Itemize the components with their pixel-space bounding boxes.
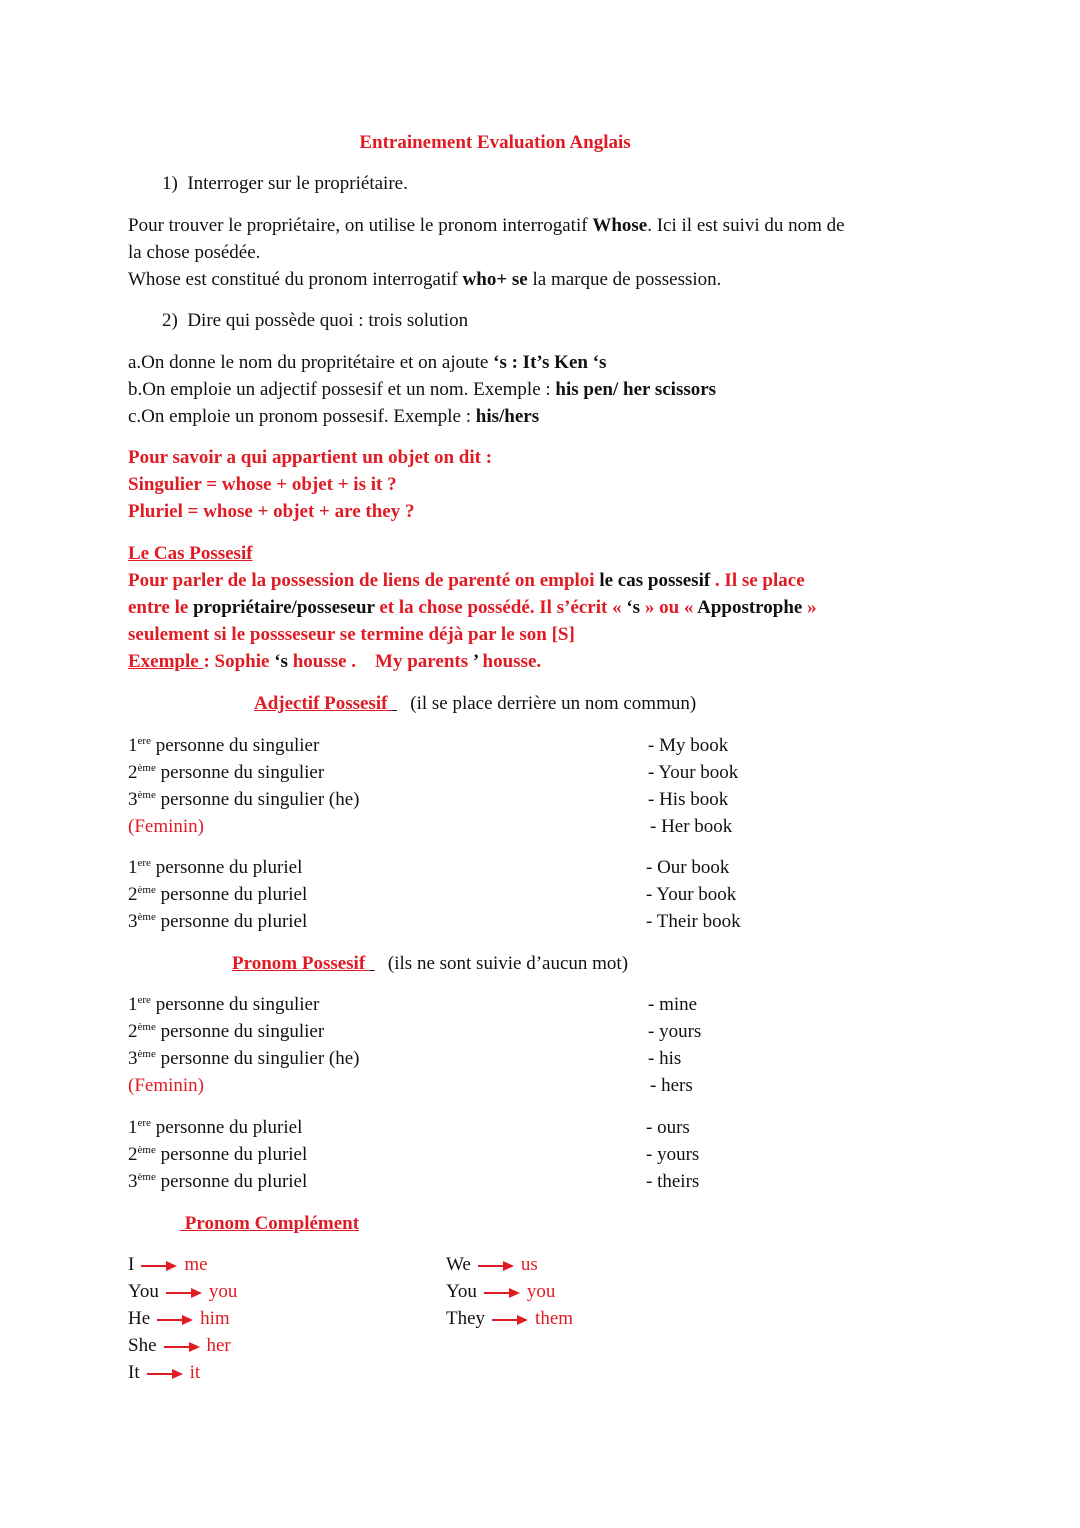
subject-pronoun: They — [446, 1308, 486, 1329]
adj.plural-value: - Your book — [646, 884, 737, 905]
document-title: Entrainement Evaluation Anglais — [359, 132, 631, 153]
adj.singular-value: - My book — [648, 735, 729, 756]
pronoun-pair — [446, 1251, 538, 1278]
adj.singular-feminin-row: (Feminin) - Her book — [128, 813, 204, 840]
pro.plural-value: - yours — [646, 1144, 700, 1165]
solution-c: c.On emploie un pronom possesif. Exemple : his/hers — [128, 406, 540, 427]
arrow-right-icon — [146, 1368, 184, 1380]
pronoun-pair — [446, 1305, 573, 1332]
adj.plural-row: 2ème personne du pluriel - Your book — [128, 881, 307, 908]
rule-line-2: Singulier = whose + objet + is it ? — [128, 474, 397, 495]
subject-pronoun: I — [128, 1254, 135, 1275]
pro.singular-value: - mine — [648, 994, 698, 1015]
pro.plural-row: 1ere personne du pluriel - ours — [128, 1114, 302, 1141]
subject-pronoun: We — [446, 1254, 471, 1275]
object-pronoun: it — [189, 1362, 201, 1383]
section-1-heading — [162, 170, 408, 197]
arrow-right-icon — [140, 1260, 178, 1272]
pronoun-pair — [128, 1251, 208, 1278]
rule-line-1: Pour savoir a qui appartient un objet on dit : — [128, 447, 493, 468]
object-pronoun: her — [206, 1335, 231, 1356]
pro.singular-value: - yours — [648, 1021, 702, 1042]
cas-possesif-heading: Le Cas Possesif — [128, 543, 253, 564]
pronoun-pair — [128, 1332, 231, 1359]
subject-pronoun: He — [128, 1308, 151, 1329]
pronom-possesif-heading: Pronom Possesif (ils ne sont suivie d’aucun mot) — [232, 953, 629, 974]
adj.plural-value: - Their book — [646, 911, 741, 932]
pro.plural-value: - theirs — [646, 1171, 700, 1192]
pro.singular-row: 1ere personne du singulier - mine — [128, 991, 319, 1018]
adj.singular-feminin-value: - Her book — [650, 816, 733, 837]
subject-pronoun: She — [128, 1335, 157, 1356]
pronoun-pair — [128, 1278, 237, 1305]
pro.singular-value: - his — [648, 1048, 682, 1069]
rule-line-3: Pluriel = whose + objet + are they ? — [128, 501, 415, 522]
subject-pronoun: You — [446, 1281, 477, 1302]
cas-line-2: entre le propriétaire/posseseur et la chose possédé. Il s’écrit « ‘s » ou « Appostrophe » — [128, 597, 817, 618]
pro.singular-feminin-row: (Feminin) - hers — [128, 1072, 204, 1099]
cas-line-3: seulement si le possseseur se termine déjà par le son [S] — [128, 624, 575, 645]
pronoun-pair — [128, 1359, 200, 1386]
arrow-right-icon — [156, 1314, 194, 1326]
solution-b: b.On emploie un adjectif possesif et un nom. Exemple : his pen/ her scissors — [128, 379, 717, 400]
section-1-paragraph-line-2: la chose posédée. — [128, 242, 261, 263]
adj.singular-value: - His book — [648, 789, 729, 810]
adj.singular-row: 1ere personne du singulier - My book — [128, 732, 319, 759]
adj.singular-value: - Your book — [648, 762, 739, 783]
arrow-right-icon — [477, 1260, 515, 1272]
pro.plural-value: - ours — [646, 1117, 690, 1138]
pronom-complement-heading: Pronom Complément — [184, 1213, 360, 1234]
pronoun-pair — [446, 1278, 555, 1305]
adj.plural-row: 3ème personne du pluriel - Their book — [128, 908, 307, 935]
cas-line-1: Pour parler de la possession de liens de parenté on emploi le cas possesif . Il se place — [128, 570, 805, 591]
arrow-right-icon — [163, 1341, 201, 1353]
pro.plural-row: 3ème personne du pluriel - theirs — [128, 1168, 307, 1195]
object-pronoun: them — [535, 1308, 574, 1329]
adj.singular-row: 2ème personne du singulier - Your book — [128, 759, 324, 786]
object-pronoun: us — [520, 1254, 538, 1275]
section-1-paragraph-line-1: Pour trouver le propriétaire, on utilise le pronom interrogatif Whose. Ici il est suivi du nom de — [128, 215, 845, 236]
pro.plural-row: 2ème personne du pluriel - yours — [128, 1141, 307, 1168]
arrow-right-icon — [491, 1314, 529, 1326]
section-1-paragraph-line-3: Whose est constitué du pronom interrogatif who+ se la marque de possession. — [128, 269, 722, 290]
adjectif-possesif-heading: Adjectif Possesif (il se place derrière un nom commun) — [254, 693, 697, 714]
pro.singular-row: 3ème personne du singulier (he) - his — [128, 1045, 360, 1072]
cas-example: Exemple : Sophie ‘s housse . My parents ’ housse. — [128, 651, 542, 672]
arrow-right-icon — [165, 1287, 203, 1299]
adj.plural-row: 1ere personne du pluriel - Our book — [128, 854, 302, 881]
section-2-heading — [162, 307, 468, 334]
object-pronoun: you — [526, 1281, 556, 1302]
subject-pronoun: It — [128, 1362, 140, 1383]
arrow-right-icon — [483, 1287, 521, 1299]
pro.singular-row: 2ème personne du singulier - yours — [128, 1018, 324, 1045]
section-number: 1) — [162, 173, 178, 194]
pronoun-pair — [128, 1305, 230, 1332]
object-pronoun: him — [200, 1308, 230, 1329]
section-heading-text: Dire qui possède quoi : trois solution — [187, 310, 469, 331]
object-pronoun: you — [208, 1281, 238, 1302]
section-number: 2) — [162, 310, 178, 331]
solution-a: a.On donne le nom du propritétaire et on ajoute ‘s : It’s Ken ‘s — [128, 352, 607, 373]
subject-pronoun: You — [128, 1281, 159, 1302]
object-pronoun: me — [184, 1254, 208, 1275]
section-heading-text: Interroger sur le propriétaire. — [187, 173, 408, 194]
adj.singular-row: 3ème personne du singulier (he) - His book — [128, 786, 360, 813]
pro.singular-feminin-value: - hers — [650, 1075, 693, 1096]
adj.plural-value: - Our book — [646, 857, 730, 878]
